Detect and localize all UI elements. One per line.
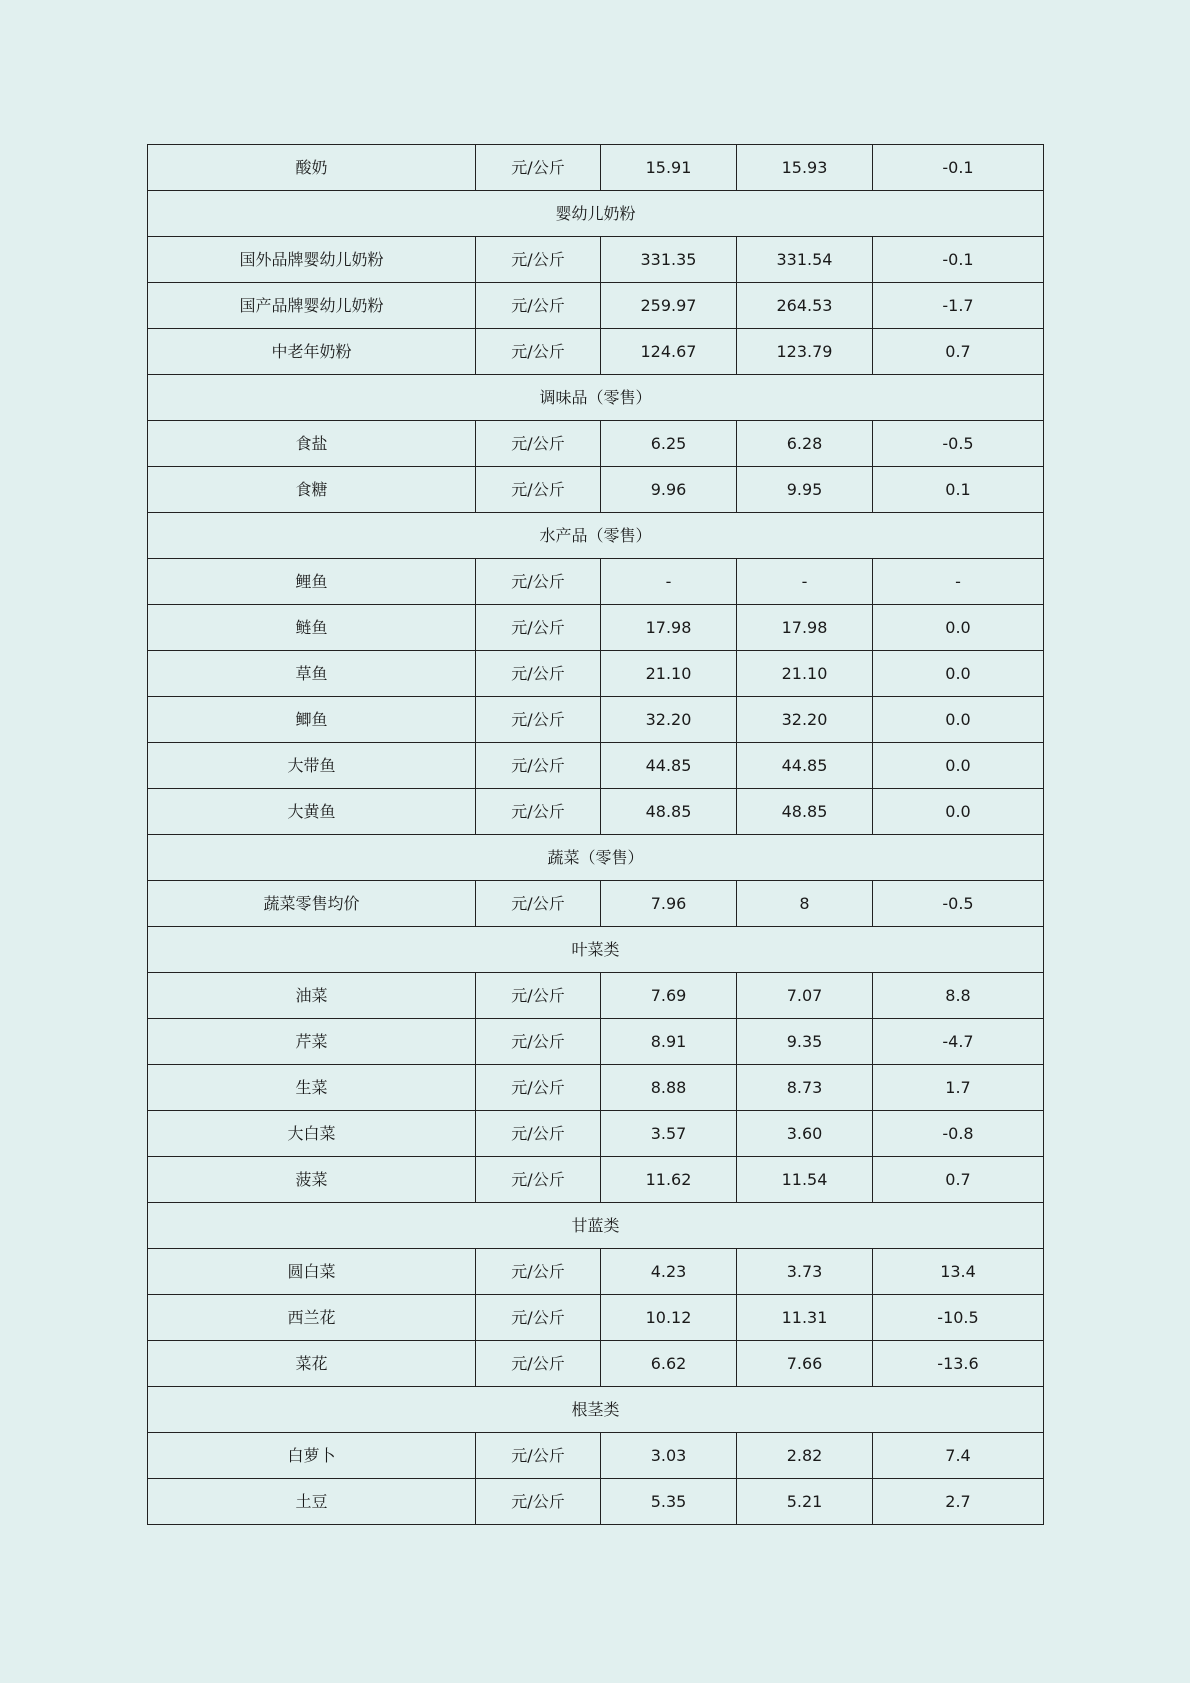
previous-price-cell: 6.28: [737, 421, 873, 467]
price-table: [147, 144, 1044, 1525]
item-name-cell: 白萝卜: [148, 1433, 476, 1479]
current-price-cell: 8.91: [601, 1019, 737, 1065]
unit-cell: 元/公斤: [476, 789, 601, 835]
change-percent-cell: -0.8: [873, 1111, 1044, 1157]
table-body: [148, 145, 1044, 1525]
change-percent-cell: 0.7: [873, 329, 1044, 375]
item-name-cell: 西兰花: [148, 1295, 476, 1341]
section-header-row: [148, 513, 1044, 559]
table-row: [148, 1065, 1044, 1111]
item-name-cell: 鲢鱼: [148, 605, 476, 651]
table-row: [148, 145, 1044, 191]
item-name-cell: 鲤鱼: [148, 559, 476, 605]
table-row: [148, 1019, 1044, 1065]
table-row: [148, 559, 1044, 605]
change-percent-cell: -0.1: [873, 145, 1044, 191]
section-title: 婴幼儿奶粉: [148, 191, 1044, 237]
table-row: [148, 283, 1044, 329]
section-title: 水产品（零售）: [148, 513, 1044, 559]
previous-price-cell: 7.66: [737, 1341, 873, 1387]
change-percent-cell: -: [873, 559, 1044, 605]
section-header-row: [148, 191, 1044, 237]
unit-cell: 元/公斤: [476, 421, 601, 467]
previous-price-cell: 32.20: [737, 697, 873, 743]
table-row: [148, 1295, 1044, 1341]
unit-cell: 元/公斤: [476, 559, 601, 605]
previous-price-cell: 8: [737, 881, 873, 927]
section-title: 蔬菜（零售）: [148, 835, 1044, 881]
table-row: [148, 329, 1044, 375]
change-percent-cell: -4.7: [873, 1019, 1044, 1065]
section-header-row: [148, 1387, 1044, 1433]
unit-cell: 元/公斤: [476, 283, 601, 329]
section-header-row: [148, 1203, 1044, 1249]
change-percent-cell: 0.7: [873, 1157, 1044, 1203]
change-percent-cell: 0.1: [873, 467, 1044, 513]
previous-price-cell: 8.73: [737, 1065, 873, 1111]
current-price-cell: 4.23: [601, 1249, 737, 1295]
unit-cell: 元/公斤: [476, 1249, 601, 1295]
unit-cell: 元/公斤: [476, 1111, 601, 1157]
previous-price-cell: 21.10: [737, 651, 873, 697]
previous-price-cell: 17.98: [737, 605, 873, 651]
table-row: [148, 697, 1044, 743]
unit-cell: 元/公斤: [476, 881, 601, 927]
change-percent-cell: 0.0: [873, 697, 1044, 743]
section-header-row: [148, 375, 1044, 421]
current-price-cell: 10.12: [601, 1295, 737, 1341]
current-price-cell: 7.69: [601, 973, 737, 1019]
current-price-cell: 15.91: [601, 145, 737, 191]
previous-price-cell: 44.85: [737, 743, 873, 789]
section-title: 叶菜类: [148, 927, 1044, 973]
change-percent-cell: 0.0: [873, 789, 1044, 835]
unit-cell: 元/公斤: [476, 1433, 601, 1479]
item-name-cell: 食盐: [148, 421, 476, 467]
change-percent-cell: -0.5: [873, 881, 1044, 927]
change-percent-cell: 2.7: [873, 1479, 1044, 1525]
table-row: [148, 421, 1044, 467]
item-name-cell: 芹菜: [148, 1019, 476, 1065]
current-price-cell: 8.88: [601, 1065, 737, 1111]
unit-cell: 元/公斤: [476, 329, 601, 375]
table-row: [148, 1341, 1044, 1387]
previous-price-cell: 331.54: [737, 237, 873, 283]
current-price-cell: 44.85: [601, 743, 737, 789]
table-row: [148, 789, 1044, 835]
change-percent-cell: 0.0: [873, 651, 1044, 697]
current-price-cell: 124.67: [601, 329, 737, 375]
change-percent-cell: -1.7: [873, 283, 1044, 329]
table-row: [148, 1111, 1044, 1157]
table-row: [148, 467, 1044, 513]
item-name-cell: 鲫鱼: [148, 697, 476, 743]
previous-price-cell: 7.07: [737, 973, 873, 1019]
unit-cell: 元/公斤: [476, 651, 601, 697]
current-price-cell: 6.62: [601, 1341, 737, 1387]
table-row: [148, 605, 1044, 651]
table-row: [148, 1249, 1044, 1295]
unit-cell: 元/公斤: [476, 1065, 601, 1111]
unit-cell: 元/公斤: [476, 743, 601, 789]
item-name-cell: 蔬菜零售均价: [148, 881, 476, 927]
current-price-cell: 259.97: [601, 283, 737, 329]
item-name-cell: 大白菜: [148, 1111, 476, 1157]
current-price-cell: 11.62: [601, 1157, 737, 1203]
item-name-cell: 菠菜: [148, 1157, 476, 1203]
previous-price-cell: 11.54: [737, 1157, 873, 1203]
current-price-cell: 3.57: [601, 1111, 737, 1157]
section-title: 调味品（零售）: [148, 375, 1044, 421]
current-price-cell: 5.35: [601, 1479, 737, 1525]
unit-cell: 元/公斤: [476, 467, 601, 513]
item-name-cell: 食糖: [148, 467, 476, 513]
current-price-cell: 6.25: [601, 421, 737, 467]
table-row: [148, 651, 1044, 697]
section-header-row: [148, 835, 1044, 881]
previous-price-cell: 123.79: [737, 329, 873, 375]
change-percent-cell: 13.4: [873, 1249, 1044, 1295]
item-name-cell: 中老年奶粉: [148, 329, 476, 375]
change-percent-cell: -10.5: [873, 1295, 1044, 1341]
item-name-cell: 菜花: [148, 1341, 476, 1387]
item-name-cell: 土豆: [148, 1479, 476, 1525]
section-title: 甘蓝类: [148, 1203, 1044, 1249]
current-price-cell: 7.96: [601, 881, 737, 927]
change-percent-cell: -0.1: [873, 237, 1044, 283]
current-price-cell: 9.96: [601, 467, 737, 513]
previous-price-cell: 264.53: [737, 283, 873, 329]
previous-price-cell: 15.93: [737, 145, 873, 191]
current-price-cell: 32.20: [601, 697, 737, 743]
table-row: [148, 1157, 1044, 1203]
unit-cell: 元/公斤: [476, 145, 601, 191]
unit-cell: 元/公斤: [476, 605, 601, 651]
item-name-cell: 圆白菜: [148, 1249, 476, 1295]
previous-price-cell: 9.35: [737, 1019, 873, 1065]
previous-price-cell: 11.31: [737, 1295, 873, 1341]
change-percent-cell: -0.5: [873, 421, 1044, 467]
unit-cell: 元/公斤: [476, 697, 601, 743]
current-price-cell: 21.10: [601, 651, 737, 697]
unit-cell: 元/公斤: [476, 1157, 601, 1203]
table-row: [148, 743, 1044, 789]
item-name-cell: 大带鱼: [148, 743, 476, 789]
item-name-cell: 国外品牌婴幼儿奶粉: [148, 237, 476, 283]
unit-cell: 元/公斤: [476, 1479, 601, 1525]
change-percent-cell: 0.0: [873, 743, 1044, 789]
item-name-cell: 生菜: [148, 1065, 476, 1111]
current-price-cell: 3.03: [601, 1433, 737, 1479]
previous-price-cell: 3.60: [737, 1111, 873, 1157]
section-title: 根茎类: [148, 1387, 1044, 1433]
table-row: [148, 973, 1044, 1019]
item-name-cell: 大黄鱼: [148, 789, 476, 835]
current-price-cell: -: [601, 559, 737, 605]
previous-price-cell: 3.73: [737, 1249, 873, 1295]
change-percent-cell: 0.0: [873, 605, 1044, 651]
section-header-row: [148, 927, 1044, 973]
item-name-cell: 草鱼: [148, 651, 476, 697]
previous-price-cell: 2.82: [737, 1433, 873, 1479]
item-name-cell: 油菜: [148, 973, 476, 1019]
unit-cell: 元/公斤: [476, 1341, 601, 1387]
previous-price-cell: 9.95: [737, 467, 873, 513]
table-row: [148, 237, 1044, 283]
table-row: [148, 1479, 1044, 1525]
change-percent-cell: 1.7: [873, 1065, 1044, 1111]
item-name-cell: 酸奶: [148, 145, 476, 191]
unit-cell: 元/公斤: [476, 973, 601, 1019]
current-price-cell: 48.85: [601, 789, 737, 835]
previous-price-cell: 5.21: [737, 1479, 873, 1525]
previous-price-cell: -: [737, 559, 873, 605]
table-row: [148, 881, 1044, 927]
unit-cell: 元/公斤: [476, 1295, 601, 1341]
previous-price-cell: 48.85: [737, 789, 873, 835]
current-price-cell: 331.35: [601, 237, 737, 283]
current-price-cell: 17.98: [601, 605, 737, 651]
change-percent-cell: 7.4: [873, 1433, 1044, 1479]
unit-cell: 元/公斤: [476, 1019, 601, 1065]
table-row: [148, 1433, 1044, 1479]
item-name-cell: 国产品牌婴幼儿奶粉: [148, 283, 476, 329]
unit-cell: 元/公斤: [476, 237, 601, 283]
change-percent-cell: -13.6: [873, 1341, 1044, 1387]
change-percent-cell: 8.8: [873, 973, 1044, 1019]
